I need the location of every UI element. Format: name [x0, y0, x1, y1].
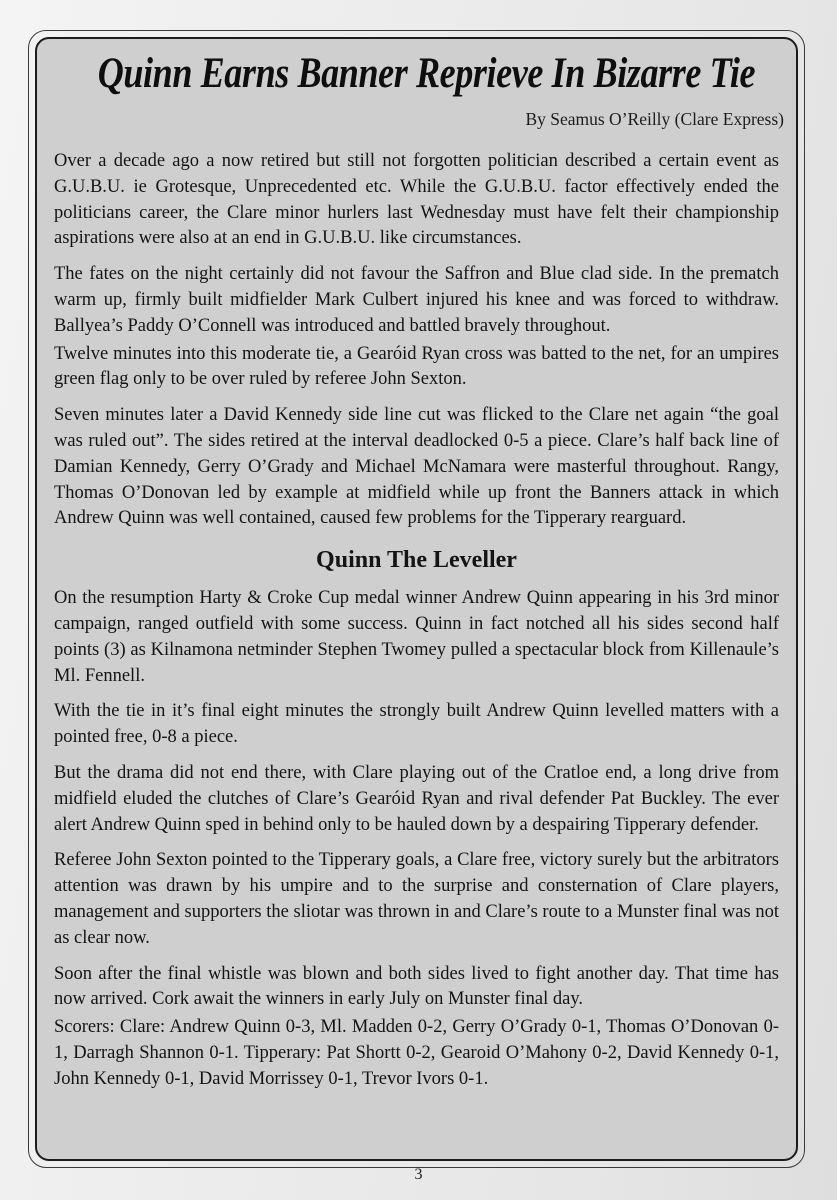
paragraph-2: The fates on the night certainly did not favour the Saffron and Blue clad side. In the prematch warm up, firmly built midfielder Mark Culbert injured his knee and was forced to withdraw. Ballyea’s Paddy O’Connell was introduced and battled bravely throughout.	[54, 264, 779, 336]
paragraph-3: Twelve minutes into this moderate tie, a Gearóid Ryan cross was batted to the net, for an umpires green flag only to be over ruled by referee John Sexton.	[54, 343, 779, 390]
paragraph-9: Soon after the final whistle was blown and both sides lived to fight another day. That time has now arrived. Cork await the winners in early July on Munster final day.	[54, 963, 779, 1010]
paragraph-5: On the resumption Harty & Croke Cup medal winner Andrew Quinn appearing in his 3rd minor campaign, ranged outfield with some success. Quinn in fact notched all his sides second half points (3) as Kilnamona netminder Stephen Twomey pulled a spectacular block from Killenaule’s Ml. Fennell.	[54, 588, 779, 686]
scorers-list: Scorers: Clare: Andrew Quinn 0-3, Ml. Madden 0-2, Gerry O’Grady 0-1, Thomas O’Donovan 0-1, Darragh Shannon 0-1. Tipperary: Pat Shortt 0-2, Gearoid O’Mahony 0-2, David Kennedy 0-1, John Kennedy 0-1, David Morrissey 0-1, Trevor Ivors 0-1.	[54, 1017, 779, 1089]
page-number: 3	[414, 1166, 423, 1183]
article-title: Quinn Earns Banner Reprieve In Bizarre Tie	[97, 50, 756, 97]
paragraph-7: But the drama did not end there, with Clare playing out of the Cratloe end, a long drive from midfield eluded the clutches of Clare’s Gearóid Ryan and rival defender Pat Buckley. The ever alert Andrew Quinn sped in behind only to be hauled down by a despairing Tipperary defender.	[54, 762, 779, 835]
article-byline: By Seamus O’Reilly (Clare Express)	[525, 109, 784, 129]
paragraph-1: Over a decade ago a now retired but still not forgotten politician described a certain event as G.U.B.U. ie Grotesque, Unprecedented etc. While the G.U.B.U. factor effectively ended the politicians career, the Clare minor hurlers last Wednesday must have felt their championship aspirations were also at an end in G.U.B.U. like circumstances.	[54, 151, 779, 249]
paragraph-6: With the tie in it’s final eight minutes the strongly built Andrew Quinn levelled matters with a pointed free, 0-8 a piece.	[54, 701, 779, 748]
paragraph-8: Referee John Sexton pointed to the Tipperary goals, a Clare free, victory surely but the arbitrators attention was drawn by his umpire and to the surprise and consternation of Clare players, management and supporters the sliotar was thrown in and Clare’s route to a Munster final was not as clear now.	[54, 850, 779, 948]
article-body	[54, 149, 779, 1103]
article-panel	[35, 37, 798, 1161]
paragraph-4: Seven minutes later a David Kennedy side line cut was flicked to the Clare net again “the goal was ruled out”. The sides retired at the interval deadlocked 0-5 a piece. Clare’s half back line of Damian Kennedy, Gerry O’Grady and Michael McNamara were masterful throughout. Rangy, Thomas O’Donovan led by example at midfield while up front the Banners attack in which Andrew Quinn was well contained, caused few problems for the Tipperary rearguard.	[54, 405, 779, 529]
subheading: Quinn The Leveller	[316, 547, 517, 574]
